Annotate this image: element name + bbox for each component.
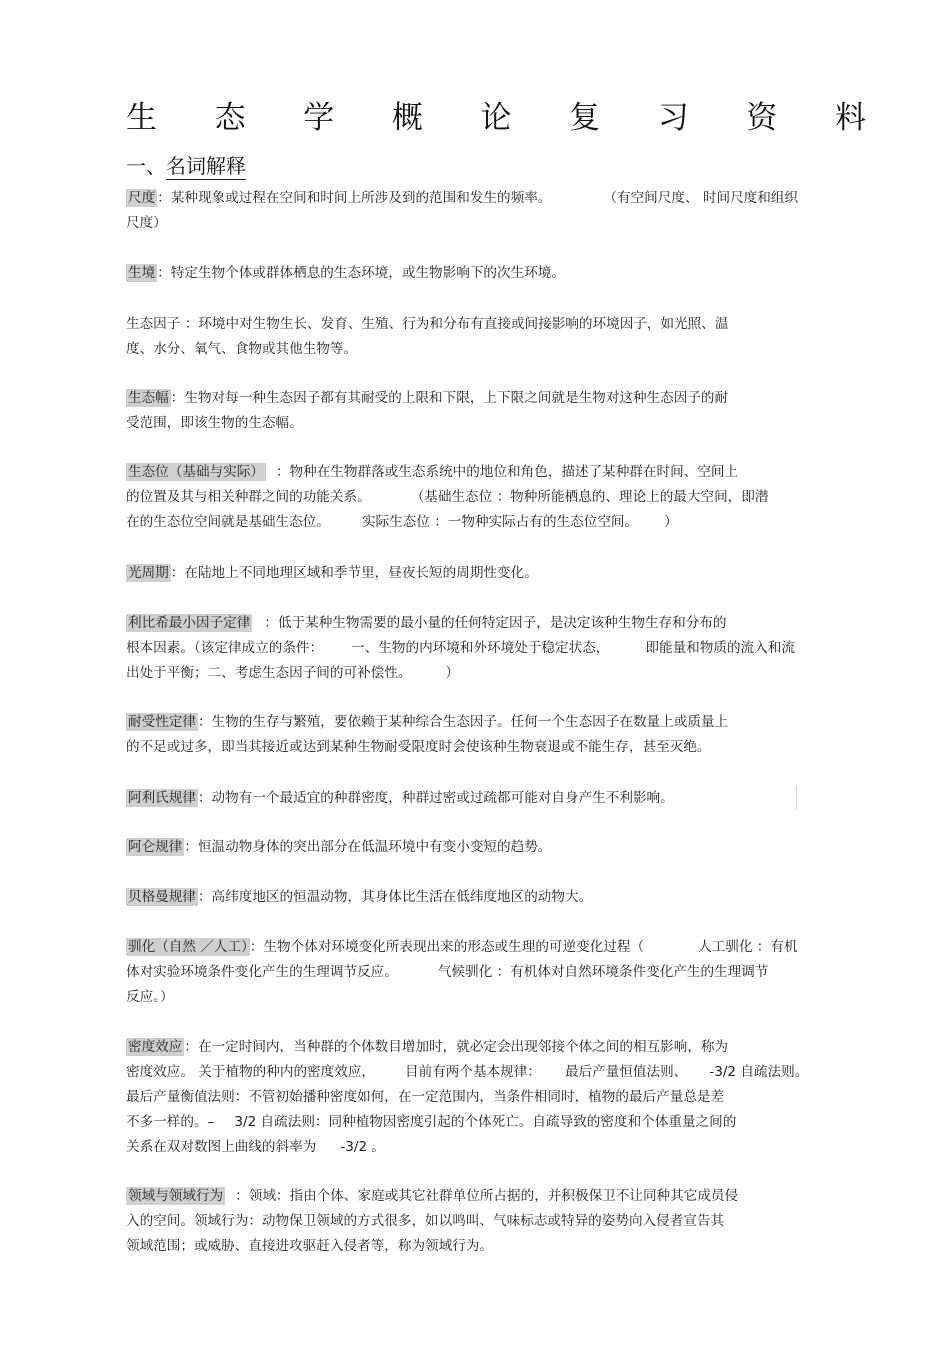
entry-term: 生态因子 xyxy=(126,316,181,332)
entry-text: 在的生态位空间就是基础生态位。 xyxy=(126,514,330,530)
entry-text: 关系在双对数图上曲线的斜率为 xyxy=(126,1139,317,1155)
entry-text: ：生物的生存与繁殖，要依赖于某种综合生态因子。任何一个生态因子在数量上或质量上 xyxy=(197,714,729,730)
entry-text: ：生物个体对环境变化所表现出来的形态或生理的可逆变化过程（ xyxy=(249,939,645,955)
entry-text: ：低于某种生物需要的最小量的任何特定因子，是决定该种生物生存和分布的 xyxy=(264,615,727,631)
entry-text: 入的空间。领域行为：动物保卫领域的方式很多，如以鸣叫、气味标志或特异的姿势向入侵者宣告其 xyxy=(126,1213,725,1229)
entry-text: ） xyxy=(445,665,460,681)
entry-text: ：在陆地上不同地理区域和季节里，昼夜长短的周期性变化。 xyxy=(170,565,538,581)
entry-text: （基础生态位 ：物种所能栖息的、理论上的最大空间，即潜 xyxy=(410,489,769,505)
entry-text: 3/2 自疏法则：同种植物因密度引起的个体死亡。自疏导致的密度和个体重量之间的 xyxy=(234,1114,737,1130)
entry-line xyxy=(126,510,861,535)
entry-line xyxy=(126,885,861,910)
entry-term: 尺度 xyxy=(128,190,156,206)
entry-text: 即能量和物质的流入和流 xyxy=(645,640,795,656)
entry-term: 生态位（基础与实际） xyxy=(128,464,264,480)
entry-line xyxy=(126,460,861,485)
entry-acclimation xyxy=(126,935,861,1010)
entry-text: ：在一定时间内，当种群的个体数目增加时，就必定会出现邻接个体之间的相互影响，称为 xyxy=(184,1039,729,1055)
entry-line xyxy=(126,485,861,510)
title-char: 习 xyxy=(657,99,689,136)
entry-line xyxy=(126,611,861,636)
entry-line xyxy=(126,1184,861,1209)
entry-term: 领域与领域行为 xyxy=(128,1188,224,1204)
entry-habitat xyxy=(126,261,861,286)
margin-divider xyxy=(796,786,797,810)
entry-text: ：某种现象或过程在空间和时间上所涉及到的范围和发生的频率。 xyxy=(157,190,552,206)
entry-line xyxy=(126,710,861,735)
entry-text: 气候驯化 ：有机体对自然环境条件变化产生的生理调节 xyxy=(437,964,769,980)
entry-text: 的位置及其与相关种群之间的功能关系。 xyxy=(126,489,371,505)
entry-allen-rule xyxy=(126,835,861,860)
entry-text: ：特定生物个体或群体栖息的生态环境，或生物影响下的次生环境。 xyxy=(157,265,565,281)
entry-term: 驯化（自然 ／人工） xyxy=(128,939,248,955)
entry-text: 反应。） xyxy=(126,989,174,1005)
entry-text: ） xyxy=(664,514,678,530)
entry-line xyxy=(126,1060,861,1085)
entry-line xyxy=(126,312,861,337)
entry-text: ：环境中对生物生长、发育、生殖、行为和分布有直接或间接影响的环境因子，如光照、温 xyxy=(180,316,729,332)
entry-line xyxy=(126,561,861,586)
entry-tolerance-law xyxy=(126,710,861,760)
entry-text: （有空间尺度、 时间尺度和组织 xyxy=(603,190,799,206)
entry-line xyxy=(126,386,861,411)
entry-text: ：物种在生物群落或生态系统中的地位和角色，描述了某种群在时间、空间上 xyxy=(275,464,739,480)
section-number: 一、 xyxy=(126,154,166,178)
entry-text: 领域范围；或威胁、直接进攻驱赶入侵者等，称为领域行为。 xyxy=(126,1238,494,1254)
entry-ecological-factor xyxy=(126,312,861,362)
entry-line xyxy=(126,186,861,211)
entry-text: 一、生物的内环境和外环境处于稳定状态， xyxy=(351,640,610,656)
entry-territory xyxy=(126,1184,861,1259)
entry-text: 的不足或过多，即当其接近或达到某种生物耐受限度时会使该种生物衰退或不能生存，甚至灭绝。 xyxy=(126,739,711,755)
title-char: 料 xyxy=(835,99,866,136)
entry-term: 阿仑规律 xyxy=(128,839,183,855)
entry-niche xyxy=(126,460,861,535)
page-title xyxy=(126,92,866,136)
entry-line xyxy=(126,1035,861,1060)
entry-term: 贝格曼规律 xyxy=(128,889,196,905)
section-heading xyxy=(126,150,246,179)
entry-line xyxy=(126,1110,861,1135)
entry-text: ：恒温动物身体的突出部分在低温环境中有变小变短的趋势。 xyxy=(184,839,552,855)
entry-text: 最后产量衡值法则：不管初始播种密度如何，在一定范围内，当条件相同时，植物的最后产量总是差 xyxy=(126,1089,725,1105)
entry-line xyxy=(126,786,861,811)
entry-text: 根本因素。（该定律成立的条件： xyxy=(126,640,324,656)
entry-term: 阿利氏规律 xyxy=(128,790,196,806)
entry-term: 利比希最小因子定律 xyxy=(128,615,251,631)
entry-bergmann-rule xyxy=(126,885,861,910)
entry-text: 密度效应。 关于植物的种内的密度效应， xyxy=(126,1064,376,1080)
title-char: 学 xyxy=(303,99,335,136)
title-char: 态 xyxy=(214,99,246,136)
entry-text: ：领域：指由个体、家庭或其它社群单位所占据的，并积极保卫不让同种其它成员侵 xyxy=(235,1188,739,1204)
entry-text: -3/2 自疏法则。 xyxy=(709,1064,809,1080)
entry-line xyxy=(126,835,861,860)
entry-text: ：高纬度地区的恒温动物，其身体比生活在低纬度地区的动物大。 xyxy=(197,889,593,905)
entry-line xyxy=(126,935,861,960)
entry-term: 生境 xyxy=(128,265,156,281)
entry-text: ：动物有一个最适宜的种群密度，种群过密或过疏都可能对自身产生不利影响。 xyxy=(197,790,674,806)
entry-text: 体对实验环境条件变化产生的生理调节反应。 xyxy=(126,964,398,980)
title-char: 生 xyxy=(126,99,157,136)
entry-text: 出处于平衡；二、考虑生态因子间的可补偿性。 xyxy=(126,665,412,681)
title-char: 复 xyxy=(569,99,601,136)
entry-liebig-law xyxy=(126,611,861,686)
entry-allee-rule xyxy=(126,786,861,811)
entry-line xyxy=(126,636,861,661)
entry-ecological-amplitude xyxy=(126,386,861,436)
entry-text: 最后产量恒值法则、 xyxy=(564,1064,688,1080)
entry-term: 生态幅 xyxy=(128,390,169,406)
entry-text: 人工驯化 ：有机 xyxy=(698,939,798,955)
entry-text: 受范围，即该生物的生态幅。 xyxy=(126,415,303,431)
entry-text: 不多一样的。– xyxy=(126,1114,215,1130)
entry-line xyxy=(126,960,861,985)
entry-density-effect xyxy=(126,1035,861,1160)
entry-term: 耐受性定律 xyxy=(128,714,196,730)
entry-text: 实际生态位 ：一物种实际占有的生态位空间。 xyxy=(361,514,639,530)
entry-line xyxy=(126,261,861,286)
entry-text: 尺度） xyxy=(126,215,167,231)
entry-line xyxy=(126,661,861,686)
entry-text: 度、水分、氧气、食物或其他生物等。 xyxy=(126,341,358,357)
title-char: 论 xyxy=(480,99,512,136)
entry-photoperiod xyxy=(126,561,861,586)
title-char: 资 xyxy=(746,99,778,136)
entry-text: -3/2 。 xyxy=(340,1139,386,1155)
entry-text: 目前有两个基本规律： xyxy=(405,1064,541,1080)
entry-text: ：生物对每一种生态因子都有其耐受的上限和下限，上下限之间就是生物对这种生态因子的耐 xyxy=(170,390,729,406)
entry-term: 密度效应 xyxy=(128,1039,183,1055)
entry-scale xyxy=(126,186,861,236)
title-char: 概 xyxy=(391,99,423,136)
entry-line xyxy=(126,1135,861,1160)
section-label: 名词解释 xyxy=(166,154,246,178)
entry-term: 光周期 xyxy=(128,565,169,581)
